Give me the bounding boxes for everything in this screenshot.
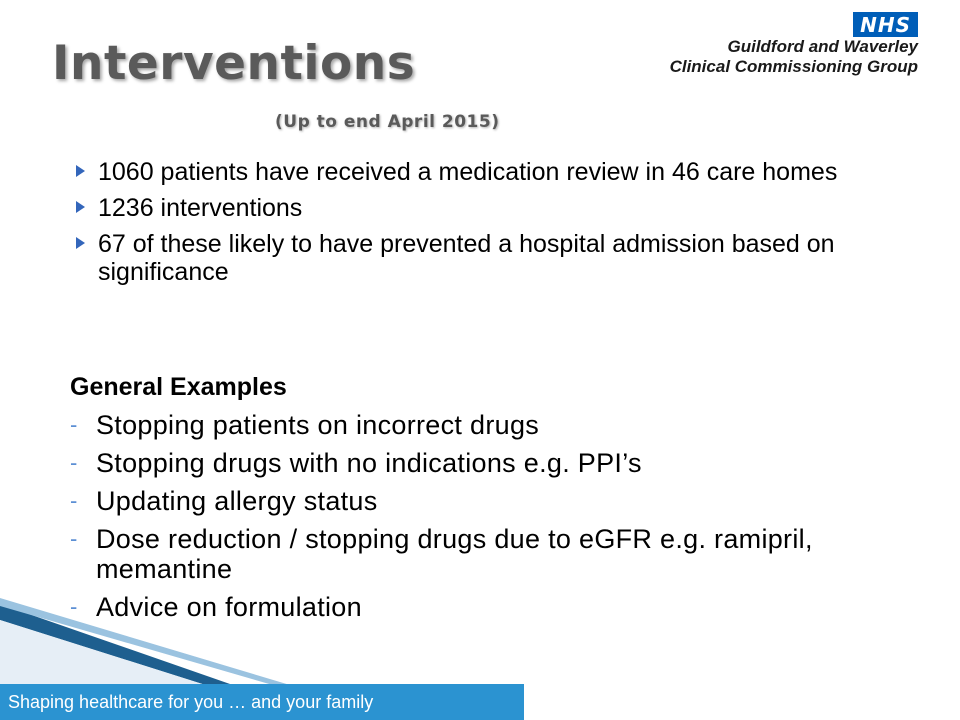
list-item-text: 67 of these likely to have prevented a hospital admission based on significance — [98, 230, 835, 286]
examples-heading: General Examples — [70, 373, 287, 401]
dash-bullet-icon: - — [70, 488, 78, 513]
list-item — [76, 230, 896, 286]
arrow-bullet-icon — [76, 165, 85, 177]
slide-subtitle: (Up to end April 2015) — [275, 112, 500, 132]
footer-tagline: Shaping healthcare for you … and your family — [0, 684, 524, 720]
list-item-text: Stopping drugs with no indications e.g. PPI’s — [96, 448, 642, 478]
list-item — [70, 448, 910, 478]
list-item — [76, 158, 896, 186]
logo-org-line2: Clinical Commissioning Group — [669, 57, 918, 76]
list-item-text: 1236 interventions — [98, 194, 303, 222]
list-item-text: Updating allergy status — [96, 486, 378, 516]
list-item — [70, 486, 910, 516]
arrow-bullet-icon — [76, 201, 85, 213]
arrow-bullet-icon — [76, 237, 85, 249]
key-stats-list — [76, 158, 896, 294]
list-item-text: Dose reduction / stopping drugs due to eGFR e.g. ramipril, memantine — [96, 524, 813, 584]
dash-bullet-icon: - — [70, 594, 78, 619]
slide-title: Interventions — [52, 36, 416, 91]
list-item-text: 1060 patients have received a medication review in 46 care homes — [98, 158, 838, 186]
dash-bullet-icon: - — [70, 412, 78, 437]
dash-bullet-icon: - — [70, 450, 78, 475]
list-item-text: Stopping patients on incorrect drugs — [96, 410, 540, 440]
list-item-text: Advice on formulation — [96, 592, 362, 622]
dash-bullet-icon: - — [70, 526, 78, 551]
logo-org-line1: Guildford and Waverley — [727, 37, 918, 56]
list-item — [76, 194, 896, 222]
nhs-logo — [670, 12, 918, 77]
list-item — [70, 524, 910, 584]
list-item — [70, 410, 910, 440]
nhs-badge: NHS — [853, 12, 918, 37]
